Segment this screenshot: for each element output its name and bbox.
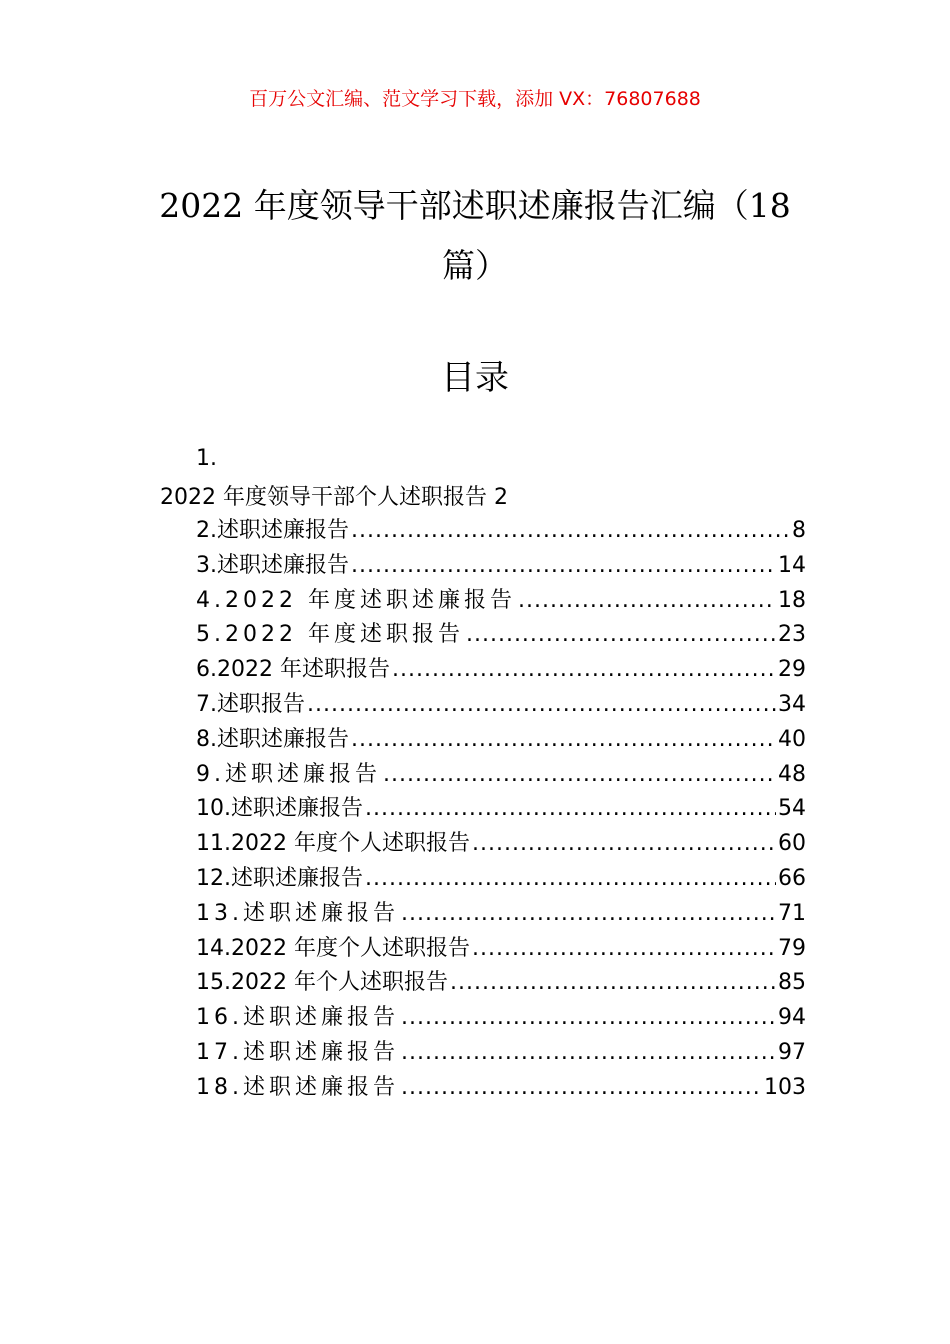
toc-entry-1-number[interactable]: 1. — [196, 446, 217, 471]
toc-entry-label: 7.述职报告 — [196, 691, 305, 717]
toc-entry-label: 2.述职述廉报告 — [196, 518, 349, 543]
toc-entry[interactable] — [196, 549, 806, 584]
document-title: 2022 年度领导干部述职述廉报告汇编（18 篇） — [159, 186, 791, 285]
toc-entry[interactable] — [196, 514, 806, 549]
toc-entry-page-number: 79 — [778, 935, 806, 961]
toc-entry-label: 4.2022 年度述职述廉报告 — [196, 587, 516, 613]
toc-entry[interactable] — [196, 723, 806, 758]
toc-dot-leader — [401, 1071, 762, 1106]
toc-heading: 目录 — [441, 358, 509, 398]
toc-entry-label: 11.2022 年度个人述职报告 — [196, 831, 470, 857]
toc-entry-label: 5.2022 年度述职报告 — [196, 622, 464, 648]
toc-dot-leader — [450, 966, 776, 1001]
toc-dot-leader — [307, 688, 776, 723]
toc-entry-page-number: 54 — [778, 796, 806, 822]
toc-entry-page-number: 97 — [778, 1039, 806, 1065]
toc-entry-label: 17.述职述廉报告 — [196, 1039, 399, 1065]
toc-entry-1-title[interactable]: 2022 年度领导干部个人述职报告 2 — [160, 485, 508, 510]
toc-dot-leader — [383, 758, 776, 793]
toc-dot-leader — [472, 827, 776, 862]
toc-entry-page-number: 8 — [792, 518, 806, 543]
toc-entry-page-number: 18 — [778, 587, 806, 613]
toc-entry-label: 14.2022 年度个人述职报告 — [196, 935, 470, 961]
toc-dot-leader — [365, 862, 776, 897]
toc-dot-leader — [472, 932, 776, 967]
toc-entry-page-number: 34 — [778, 691, 806, 717]
toc-list — [196, 514, 806, 1106]
toc-entry[interactable] — [196, 932, 806, 967]
toc-entry-page-number: 14 — [778, 552, 806, 578]
toc-dot-leader — [401, 1036, 776, 1071]
toc-dot-leader — [351, 723, 776, 758]
toc-entry-page-number: 48 — [778, 761, 806, 787]
toc-entry[interactable] — [196, 584, 806, 619]
toc-entry[interactable] — [196, 862, 806, 897]
toc-entry[interactable] — [196, 1071, 806, 1106]
toc-dot-leader — [351, 549, 776, 584]
toc-entry-label: 18.述职述廉报告 — [196, 1074, 399, 1100]
toc-entry-label: 15.2022 年个人述职报告 — [196, 970, 448, 996]
toc-dot-leader — [401, 1001, 776, 1036]
toc-entry[interactable] — [196, 827, 806, 862]
toc-entry-page-number: 40 — [778, 726, 806, 752]
toc-dot-leader — [365, 792, 776, 827]
toc-entry[interactable] — [196, 653, 806, 688]
toc-entry[interactable] — [196, 688, 806, 723]
toc-entry-label: 3.述职述廉报告 — [196, 552, 349, 578]
header-note: 百万公文汇编、范文学习下载，添加 VX：76807688 — [249, 88, 701, 110]
toc-entry[interactable] — [196, 618, 806, 653]
toc-entry-page-number: 85 — [778, 970, 806, 996]
toc-entry-page-number: 94 — [778, 1005, 806, 1031]
toc-entry[interactable] — [196, 1036, 806, 1071]
toc-entry-label: 8.述职述廉报告 — [196, 726, 349, 752]
toc-entry-page-number: 71 — [778, 900, 806, 926]
toc-entry[interactable] — [196, 1001, 806, 1036]
toc-entry[interactable] — [196, 758, 806, 793]
toc-entry-label: 6.2022 年述职报告 — [196, 657, 390, 683]
toc-entry-label: 13.述职述廉报告 — [196, 900, 399, 926]
toc-entry-label: 12.述职述廉报告 — [196, 865, 363, 891]
toc-entry-page-number: 103 — [764, 1074, 806, 1100]
toc-dot-leader — [351, 514, 790, 549]
toc-entry-page-number: 66 — [778, 865, 806, 891]
toc-entry-page-number: 23 — [778, 622, 806, 648]
toc-dot-leader — [401, 897, 776, 932]
toc-entry[interactable] — [196, 897, 806, 932]
toc-entry-page-number: 29 — [778, 657, 806, 683]
toc-dot-leader — [518, 584, 776, 619]
toc-dot-leader — [466, 618, 776, 653]
toc-entry[interactable] — [196, 792, 806, 827]
toc-entry[interactable] — [196, 966, 806, 1001]
toc-entry-label: 9.述职述廉报告 — [196, 761, 381, 787]
toc-entry-page-number: 60 — [778, 831, 806, 857]
toc-dot-leader — [392, 653, 776, 688]
toc-entry-label: 16.述职述廉报告 — [196, 1005, 399, 1031]
toc-entry-label: 10.述职述廉报告 — [196, 796, 363, 822]
